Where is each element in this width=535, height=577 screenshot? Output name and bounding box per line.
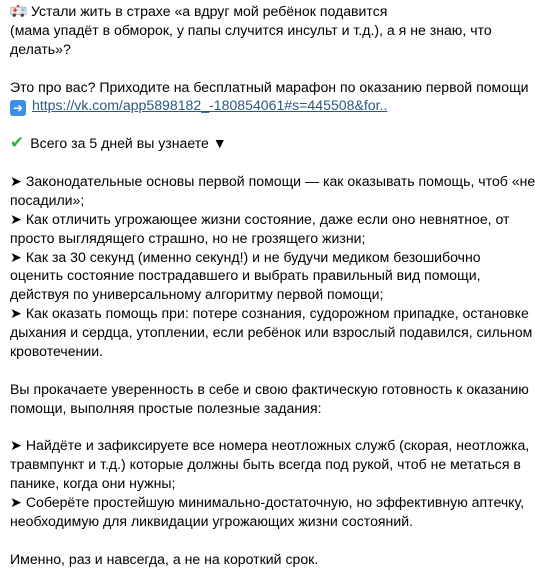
task-item-text: необходимую для ликвидации угрожающих жизни состояний.: [10, 513, 413, 530]
task-list: [10, 436, 530, 530]
task-item-text: Найдёте и зафиксируете все номера неотложных служб (скорая, неотложка,: [25, 437, 530, 454]
learn-item-text: посадили»;: [10, 191, 85, 208]
intro-line-3: делать»?: [10, 40, 71, 57]
paragraph-gap: [10, 531, 530, 550]
ambulance-icon: [10, 2, 27, 19]
bullet-arrow-icon: ➤: [10, 305, 22, 322]
intro-line-2: (мама упадёт в обморок, у папы случится инсульт и т.д.), а я не знаю, что: [10, 21, 492, 38]
confidence-line-1: Вы прокачаете уверенность в себе и свою фактическую готовность к оказанию: [10, 380, 529, 397]
task-item-line: [10, 436, 530, 455]
task-item-text: Соберёте простейшую минимально-достаточную, но эффективную аптечку,: [25, 494, 525, 511]
learn-item-line: [10, 304, 530, 323]
learn-list: [10, 172, 535, 361]
learn-item-text: Законодательные основы первой помощи — как оказывать помощь, чтоб «не: [25, 173, 535, 190]
learn-item-text: Как оказать помощь при: потере сознания, судорожном припадке, остановке: [25, 305, 529, 322]
task-item-line: [10, 474, 530, 493]
learn-item-line: [10, 172, 535, 191]
bullet-arrow-icon: ➤: [10, 437, 22, 454]
bullet-arrow-icon: ➤: [10, 248, 22, 265]
learn-item-line: [10, 266, 530, 285]
paragraph-gap: [10, 361, 530, 380]
post-body: [10, 2, 535, 569]
marathon-link[interactable]: https://vk.com/app5898182_-180854061#s=445508&for..: [32, 97, 388, 114]
intro-line-1: Устали жить в страхе «а вдруг мой ребёнок подавится: [10, 2, 530, 21]
check-mark-icon: ✔: [10, 133, 25, 153]
learn-item-line: [10, 210, 530, 229]
learn-item-text: кровотечении.: [10, 343, 103, 360]
task-item-line: [10, 493, 530, 512]
learn-item-text: просто выглядящего страшно, но не грозящего жизни;: [10, 229, 366, 246]
bullet-arrow-icon: ➤: [10, 210, 22, 227]
learn-item-text: Как отличить угрожающее жизни состояние, даже если оно невнятное, от: [25, 210, 510, 227]
task-item-line: [10, 455, 530, 474]
paragraph-gap: [10, 59, 530, 78]
paragraph-gap: [10, 153, 530, 172]
paragraph-gap: [10, 418, 530, 437]
learn-item-line: [10, 248, 530, 267]
link-line: [10, 96, 530, 115]
paragraph-gap: [10, 115, 530, 134]
learn-item-line: [10, 342, 530, 361]
task-item-text: травмпункт и т.д.) которые должны быть всегда под рукой, чтоб не метаться в: [10, 456, 521, 473]
learn-item-line: [10, 285, 530, 304]
learn-item-line: [10, 191, 530, 210]
closing-line: Именно, раз и навсегда, а не на короткий срок.: [10, 550, 319, 567]
task-item-text: панике, когда они нужны;: [10, 475, 176, 492]
learn-item-text: дыхания и сердца, утоплении, если ребёнок или взрослый подавился, сильном: [10, 324, 533, 341]
learn-item-text: оценить состояние пострадавшего и выбрать правильный вид помощи,: [10, 267, 481, 284]
bullet-arrow-icon: ➤: [10, 494, 22, 511]
confidence-line-2: помощи, выполняя простые полезные задания:: [10, 399, 322, 416]
learn-item-text: действуя по универсальному алгоритму первой помощи;: [10, 286, 384, 303]
bullet-arrow-icon: ➤: [10, 173, 22, 190]
learn-item-line: [10, 323, 533, 342]
task-item-line: [10, 512, 530, 531]
learn-item-line: [10, 229, 530, 248]
days-heading: ✔ Всего за 5 дней вы узнаете ▼: [10, 133, 227, 153]
cta-line: Это про вас? Приходите на бесплатный марафон по оказанию первой помощи: [10, 78, 529, 95]
learn-item-text: Как за 30 секунд (именно секунд!) и не будучи медиком безошибочно: [25, 248, 481, 265]
right-arrow-icon: ➜: [10, 100, 26, 116]
